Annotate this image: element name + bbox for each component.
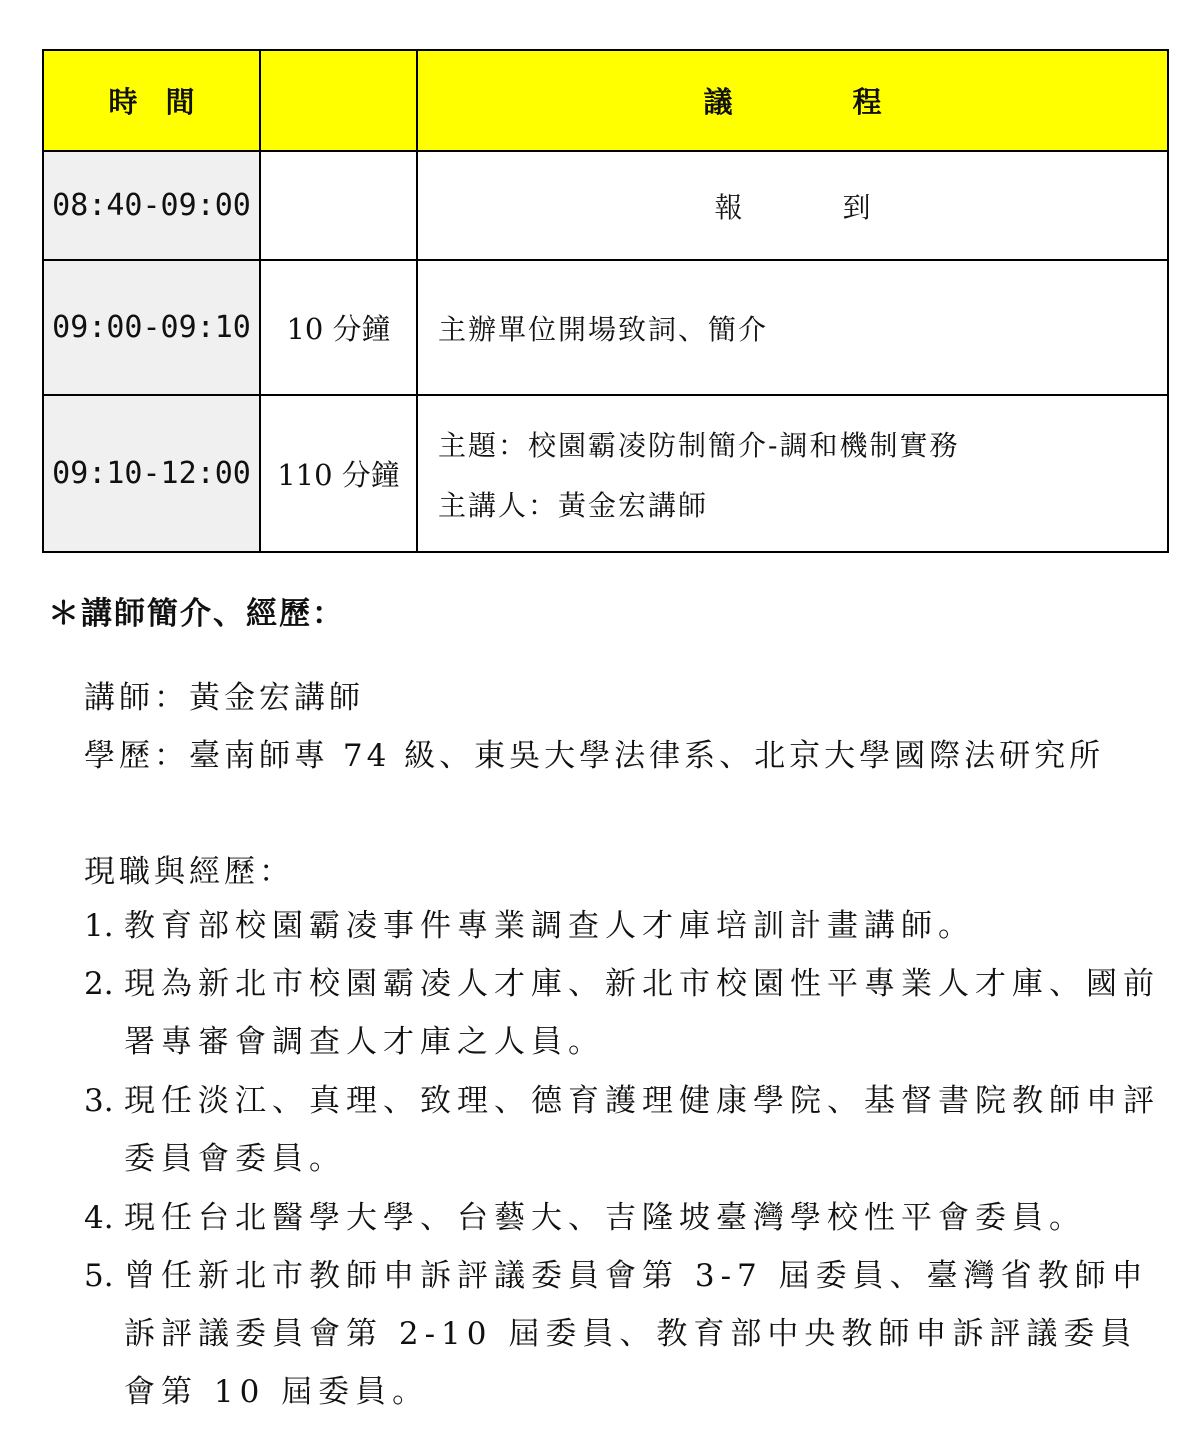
- list-text: 現任淡江、真理、致理、德育護理健康學院、基督書院教師申評委員會委員。: [124, 1083, 1160, 1177]
- list-number: 1.: [84, 908, 114, 944]
- list-text: 曾任新北市教師申訴評議委員會第 3-7 屆委員、臺灣省教師申訴評議委員會第 2-10 屆委員、教育部中央教師申訴評議委員會第 10 屆委員。: [124, 1258, 1149, 1410]
- agenda-cell: [417, 151, 1168, 260]
- time-cell: 09:00-09:10: [43, 260, 260, 395]
- time-cell: 08:40-09:00: [43, 151, 260, 260]
- table-row: [43, 395, 1168, 552]
- list-text: 現任台北醫學大學、台藝大、吉隆坡臺灣學校性平會委員。: [124, 1200, 1086, 1236]
- agenda-topic: 主題：校園霸凌防制簡介-調和機制實務: [438, 428, 960, 462]
- agenda-line: 主辦單位開場致詞、簡介: [438, 312, 769, 346]
- agenda-cell: [417, 395, 1168, 552]
- list-item: [84, 955, 1184, 1071]
- speaker-line: 講師：黃金宏講師: [84, 680, 364, 716]
- header-time: 時間: [43, 50, 260, 151]
- agenda-table: [42, 49, 1169, 553]
- time-cell: 09:10-12:00: [43, 395, 260, 552]
- list-item: [84, 1072, 1184, 1188]
- agenda-cell: [417, 260, 1168, 395]
- agenda-line: 報到: [714, 190, 971, 224]
- table-row: [43, 260, 1168, 395]
- list-text: 現為新北市校園霸凌人才庫、新北市校園性平專業人才庫、國前署專審會調查人才庫之人員。: [124, 966, 1160, 1060]
- list-number: 5.: [84, 1258, 114, 1294]
- duration-cell: [260, 151, 417, 260]
- duration-cell: 110 分鐘: [260, 395, 417, 552]
- list-text: 教育部校園霸凌事件專業調查人才庫培訓計畫講師。: [124, 908, 975, 944]
- list-item: [84, 1247, 1184, 1421]
- list-item: [84, 897, 1184, 955]
- duration-cell: 10 分鐘: [260, 260, 417, 395]
- table-header-row: [43, 50, 1168, 151]
- list-number: 4.: [84, 1200, 114, 1236]
- education-line: 學歷：臺南師專 74 級、東吳大學法律系、北京大學國際法研究所: [84, 738, 1105, 774]
- table-row: [43, 151, 1168, 260]
- list-number: 2.: [84, 966, 114, 1002]
- header-agenda: 議程: [417, 50, 1168, 151]
- list-item: [84, 1189, 1184, 1247]
- list-number: 3.: [84, 1083, 114, 1119]
- header-duration: [260, 50, 417, 151]
- experience-title: 現職與經歷：: [84, 854, 294, 890]
- section-title: ＊講師簡介、經歷：: [48, 596, 345, 632]
- agenda-speaker: 主講人：黃金宏講師: [438, 488, 709, 522]
